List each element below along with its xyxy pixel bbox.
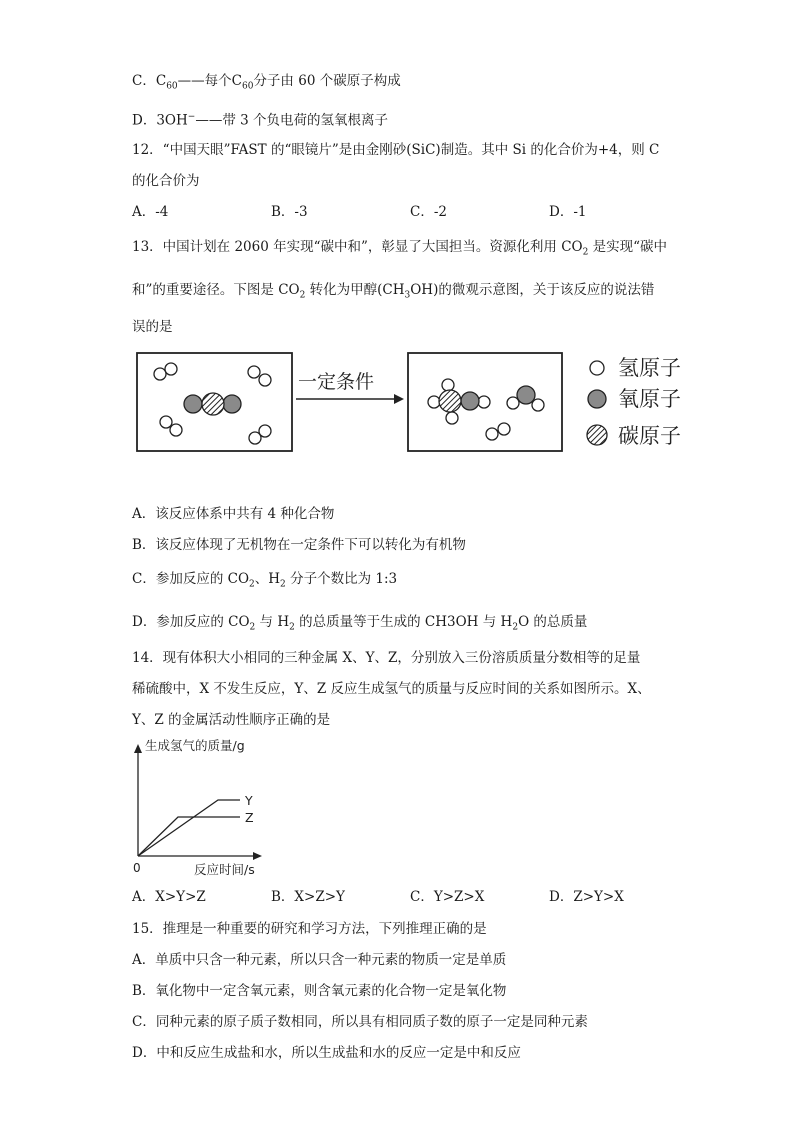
legend-carbon-label: 碳原子: [618, 424, 681, 448]
q14-option-a: A．X>Y>Z: [132, 889, 206, 905]
q13-stem-line2: 和”的重要途径。下图是 $CO_2$ 转化为甲醇$(CH_3OH)$的微观示意图，关于该反应的说法错: [132, 282, 655, 301]
co2-oxygen-right: [223, 395, 241, 413]
q13-option-a: A．该反应体系中共有 4 种化合物: [132, 506, 335, 522]
x-axis-label: 反应时间/s: [194, 862, 255, 877]
series-z-label: Z: [245, 810, 254, 825]
water-oxygen: [517, 386, 535, 404]
q15-option-b: B．氧化物中一定含氧元素，则含氧元素的化合物一定是氧化物: [132, 983, 507, 999]
methanol-oxygen: [461, 392, 479, 410]
legend-hydrogen-icon: [590, 361, 604, 375]
series-y-label: Y: [245, 793, 253, 808]
q14-stem-line3: Y、Z 的金属活动性顺序正确的是: [132, 712, 331, 728]
legend-carbon-icon: [587, 425, 607, 445]
arrow-condition-label: 一定条件: [298, 371, 375, 393]
q13-stem-line1: 13．中国计划在 2060 年实现“碳中和”，彰显了大国担当。资源化利用 $CO_2$ 是实现“碳中: [132, 239, 668, 258]
q13-reaction-diagram: [130, 348, 700, 458]
q13-stem-line3: 误的是: [132, 319, 173, 335]
y-axis-label: 生成氢气的质量/g: [145, 738, 245, 753]
series-z-line: [138, 817, 240, 856]
series-y-line: [138, 800, 240, 856]
q13-option-b: B．该反应体现了无机物在一定条件下可以转化为有机物: [132, 537, 466, 553]
q14-stem-line1: 14．现有体积大小相同的三种金属 X、Y、Z，分别放入三份溶质质量分数相等的足量: [132, 650, 641, 666]
co2-carbon: [202, 393, 224, 415]
legend-hydrogen-label: 氢原子: [618, 356, 681, 380]
q13-option-c: C．参加反应的 $CO_2$、$H_2$ 分子个数比为 1:3: [132, 571, 398, 590]
q14-stem-line2: 稀硫酸中，X 不发生反应，Y、Z 反应生成氢气的质量与反应时间的关系如图所示。X、: [132, 681, 651, 697]
legend-oxygen-label: 氧原子: [618, 387, 681, 411]
q11-option-d: D．3OH−——带 3 个负电荷的氢氧根离子: [132, 112, 388, 129]
q12-stem-line1: 12．“中国天眼”FAST 的“眼镜片”是由金刚砂(SiC)制造。其中 Si 的化合价为+4，则 C: [132, 142, 660, 158]
q14-graph: [128, 736, 288, 882]
co2-oxygen-left: [184, 395, 202, 413]
legend-oxygen-icon: [588, 390, 606, 408]
q14-option-d: D．Z>Y>X: [549, 889, 624, 905]
q14-option-c: C．Y>Z>X: [410, 889, 485, 905]
q12-stem-line2: 的化合价为: [132, 173, 200, 189]
q15-option-d: D．中和反应生成盐和水，所以生成盐和水的反应一定是中和反应: [132, 1045, 521, 1061]
q12-option-d: D．-1: [549, 204, 587, 220]
q15-option-c: C．同种元素的原子质子数相同，所以具有相同质子数的原子一定是同种元素: [132, 1014, 588, 1030]
q15-stem: 15．推理是一种重要的研究和学习方法，下列推理正确的是: [132, 921, 487, 937]
q12-option-c: C．-2: [410, 204, 447, 220]
methanol-carbon: [439, 390, 461, 412]
q15-option-a: A．单质中只含一种元素，所以只含一种元素的物质一定是单质: [132, 952, 507, 968]
q11-option-c: C．$C_{60}——$每个$C_{60}$分子由 60 个碳原子构成: [132, 73, 401, 92]
q14-option-b: B．X>Z>Y: [271, 889, 345, 905]
origin-label: 0: [133, 861, 141, 875]
q12-option-a: A．-4: [132, 204, 169, 220]
q12-option-b: B．-3: [271, 204, 308, 220]
q13-option-d: D．参加反应的 $CO_2$ 与 $H_2$ 的总质量等于生成的 CH3OH 与 $H_2O$ 的总质量: [132, 614, 588, 633]
